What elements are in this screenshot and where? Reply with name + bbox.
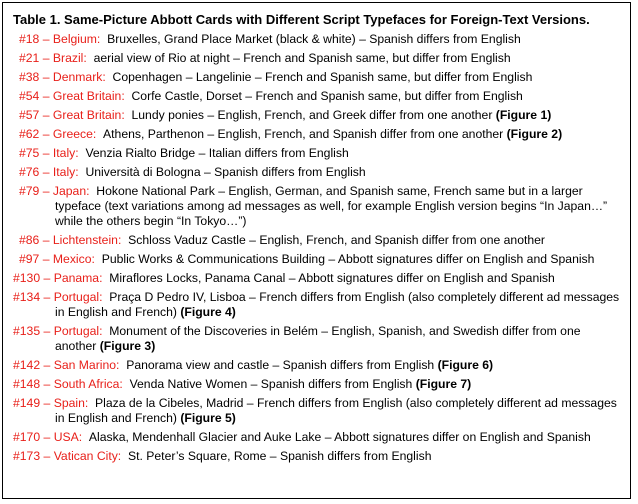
list-item [3, 165, 630, 184]
list-item [3, 51, 630, 70]
card-description: Venda Native Women – Spanish differs from English [129, 376, 413, 391]
list-item [3, 324, 630, 358]
card-number: #62 [19, 127, 40, 141]
card-number: #130 [13, 270, 41, 285]
card-description: Venzia Rialto Bridge – Italian differs from English [85, 146, 349, 160]
entry-body [3, 233, 630, 248]
card-number: #135 [13, 323, 41, 338]
separator-dash: – [40, 429, 54, 444]
list-item [3, 449, 630, 468]
card-number: #142 [13, 357, 41, 372]
card-number: #170 [13, 429, 41, 444]
country-label: Denmark: [52, 70, 106, 84]
separator-dash: – [40, 357, 54, 372]
figure-reference: (Figure 3) [99, 338, 156, 353]
card-description: St. Peter’s Square, Rome – Spanish differs from English [127, 448, 432, 463]
entry-body [3, 165, 630, 180]
list-item [3, 377, 630, 396]
entry-body [3, 146, 630, 161]
list-item [3, 70, 630, 89]
country-label: Portugal: [53, 289, 103, 304]
card-number: #38 [19, 70, 40, 84]
card-description: aerial view of Rio at night – French and Spanish same, but differ from English [93, 51, 511, 65]
separator-dash: – [39, 165, 53, 179]
card-description: Lundy ponies – English, French, and Greek differ from one another [131, 108, 493, 122]
card-description: Plaza de la Cibeles, Madrid – French differs from English (also completely different ad messages in English and French) [55, 395, 617, 425]
country-label: South Africa: [53, 376, 123, 391]
list-item [3, 127, 630, 146]
country-label: Greece: [52, 127, 97, 141]
country-label: Lichtenstein: [52, 232, 122, 247]
separator-dash: – [39, 127, 53, 141]
card-description: Public Works & Communications Building – Abbott signatures differ on English and Spanish [101, 251, 595, 266]
card-description: Athens, Parthenon – English, French, and Spanish differ from one another [103, 127, 504, 141]
country-label: Vatican City: [53, 448, 122, 463]
separator-dash: – [40, 395, 54, 410]
figure-reference: (Figure 6) [437, 357, 494, 372]
list-item [3, 271, 630, 290]
separator-dash: – [39, 251, 53, 266]
separator-dash: – [40, 289, 54, 304]
card-number: #75 [19, 146, 40, 160]
figure-reference: (Figure 1) [495, 108, 552, 122]
country-label: Portugal: [53, 323, 103, 338]
country-label: Great Britain: [52, 108, 125, 122]
country-label: San Marino: [53, 357, 120, 372]
card-number: #149 [13, 395, 41, 410]
entry-body [3, 51, 630, 66]
entry-body [3, 358, 630, 373]
separator-dash: – [40, 270, 54, 285]
separator-dash: – [40, 323, 54, 338]
country-label: Japan: [52, 184, 90, 198]
entry-body [3, 184, 630, 229]
entry-body [3, 271, 630, 286]
separator-dash: – [39, 232, 53, 247]
list-item [3, 108, 630, 127]
entry-body [3, 449, 630, 464]
country-label: Panama: [53, 270, 103, 285]
list-item [3, 146, 630, 165]
country-label: Brazil: [52, 51, 87, 65]
figure-reference: (Figure 4) [180, 304, 236, 319]
list-item [3, 290, 630, 324]
list-item [3, 32, 630, 51]
entry-body [3, 430, 630, 445]
country-label: USA: [53, 429, 83, 444]
card-number: #86 [19, 232, 40, 247]
card-description: Corfe Castle, Dorset – French and Spanish same, but differ from English [131, 89, 523, 103]
separator-dash: – [39, 89, 53, 103]
country-label: Mexico: [52, 251, 95, 266]
figure-reference: (Figure 2) [506, 127, 563, 141]
card-number: #173 [13, 448, 41, 463]
card-number: #57 [19, 108, 40, 122]
country-label: Spain: [53, 395, 89, 410]
country-label: Italy: [52, 165, 79, 179]
list-item [3, 89, 630, 108]
card-number: #134 [13, 289, 41, 304]
card-description: Hokone National Park – English, German, and Spanish same, French same but in a larger typeface (text variations among ad messages as well, for example English version begins “In Japan…” while the others begin “In Tokyo…”) [55, 184, 608, 228]
card-description: Panorama view and castle – Spanish differs from English [126, 357, 435, 372]
figure-reference: (Figure 7) [415, 376, 472, 391]
card-number: #21 [19, 51, 40, 65]
separator-dash: – [39, 108, 53, 122]
list-item [3, 184, 630, 233]
separator-dash: – [40, 448, 54, 463]
list-item [3, 233, 630, 252]
card-description: Praça D Pedro IV, Lisboa – French differs from English (also completely different ad messages in English and French) [55, 289, 620, 319]
list-item [3, 430, 630, 449]
separator-dash: – [39, 32, 53, 46]
card-description: Università di Bologna – Spanish differs from English [85, 165, 366, 179]
card-description: Copenhagen – Langelinie – French and Spanish same, but differ from English [112, 70, 533, 84]
card-number: #54 [19, 89, 40, 103]
separator-dash: – [39, 146, 53, 160]
entry-body [3, 324, 630, 354]
figure-reference: (Figure 5) [180, 410, 236, 425]
entry-body [3, 396, 630, 426]
entry-body [3, 32, 630, 47]
entry-body [3, 108, 630, 123]
country-label: Belgium: [52, 32, 101, 46]
card-description: Bruxelles, Grand Place Market (black & white) – Spanish differs from English [107, 32, 521, 46]
card-description: Miraflores Locks, Panama Canal – Abbott signatures differ on English and Spanish [109, 270, 555, 285]
table-caption: Table 1. Same-Picture Abbott Cards with Different Script Typefaces for Foreign-Text Versions. [13, 12, 590, 27]
card-description: Monument of the Discoveries in Belém – English, Spanish, and Swedish differ from one another [55, 323, 581, 353]
entry-body [3, 70, 630, 85]
list-item [3, 358, 630, 377]
entry-body [3, 89, 630, 104]
card-number: #148 [13, 376, 41, 391]
separator-dash: – [40, 376, 54, 391]
card-number: #79 [19, 184, 40, 198]
entry-body [3, 252, 630, 267]
card-description: Schloss Vaduz Castle – English, French, and Spanish differ from one another [128, 232, 545, 247]
country-label: Italy: [52, 146, 79, 160]
country-label: Great Britain: [52, 89, 125, 103]
separator-dash: – [39, 184, 53, 198]
list-item [3, 252, 630, 271]
card-number: #97 [19, 251, 40, 266]
entry-body [3, 290, 630, 320]
card-number: #18 [19, 32, 40, 46]
list-item [3, 396, 630, 430]
entry-body [3, 377, 630, 392]
card-description: Alaska, Mendenhall Glacier and Auke Lake – Abbott signatures differ on English and Spanish [88, 429, 591, 444]
card-number: #76 [19, 165, 40, 179]
separator-dash: – [39, 70, 53, 84]
separator-dash: – [39, 51, 53, 65]
table-container [2, 2, 631, 499]
entry-list [3, 32, 630, 468]
entry-body [3, 127, 630, 142]
